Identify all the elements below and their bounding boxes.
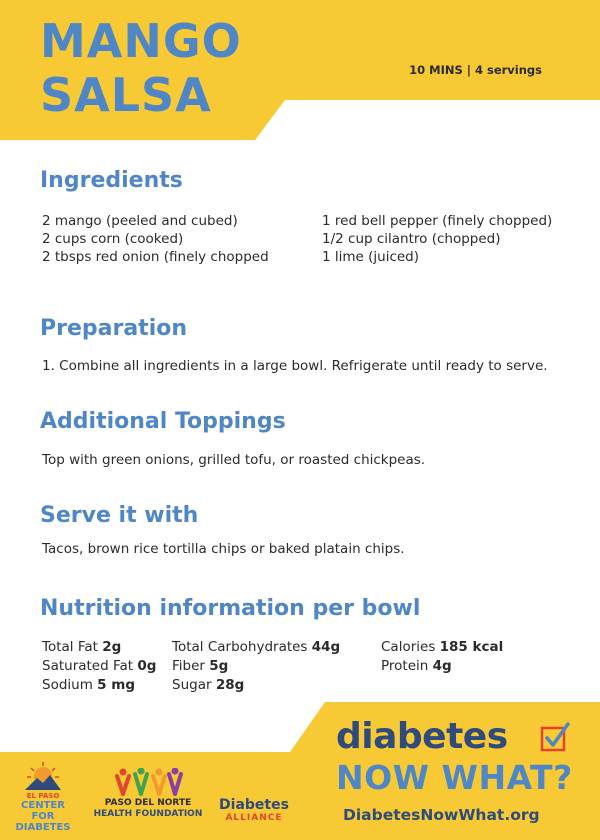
ingredient-item: 1/2 cup cilantro (chopped) [322,231,501,247]
nutrition-item: Protein 4g [381,658,452,674]
brand-word: diabetes [336,716,508,757]
paso-del-norte-logo [92,768,204,820]
nutrition-item: Fiber 5g [172,658,229,674]
logo2-line2: HEALTH FOUNDATION [93,809,203,819]
preparation-text: 1. Combine all ingredients in a large bowl. Refrigerate until ready to serve. [42,358,548,374]
people-figures-icon [109,768,187,798]
serve-heading: Serve it with [40,503,199,528]
diabetes-alliance-logo [208,798,300,824]
recipe-meta: 10 MINS | 4 servings [409,63,542,77]
ingredient-item: 2 mango (peeled and cubed) [42,213,238,229]
preparation-heading: Preparation [40,316,188,341]
ingredients-left-list [42,212,269,266]
ingredient-item: 1 red bell pepper (finely chopped) [322,213,553,229]
brand-url[interactable]: DiabetesNowWhat.org [343,806,540,824]
nutrition-item: Sodium 5 mg [42,677,135,693]
nutrition-column-3 [381,638,503,676]
nutrition-item: Calories 185 kcal [381,639,504,655]
brand-tagline: NOW WHAT? [336,758,573,797]
serve-text: Tacos, brown rice tortilla chips or baked platain chips. [42,541,405,557]
nutrition-item: Total Fat 2g [42,639,122,655]
recipe-title [40,14,242,122]
logo1-line2: CENTER FOR [21,800,65,822]
nutrition-item: Sugar 28g [172,677,245,693]
logo1-line3: DIABETES [15,822,71,833]
nutrition-column-2 [172,638,340,695]
title-line-1: MANGO [40,14,242,68]
ingredients-right-list [322,212,552,266]
nutrition-item: Saturated Fat 0g [42,658,157,674]
toppings-text: Top with green onions, grilled tofu, or roasted chickpeas. [42,452,426,468]
ingredient-item: 2 cups corn (cooked) [42,231,184,247]
logo3-line1: Diabetes [219,797,289,813]
center-for-diabetes-logo [8,760,78,833]
sun-mountain-icon [23,760,63,792]
nutrition-heading: Nutrition information per bowl [40,596,421,621]
checkbox-check-icon [540,722,570,752]
logo1-line1: EL PASO [26,792,60,800]
ingredient-item: 1 lime (juiced) [322,249,420,265]
logo2-line1: PASO DEL NORTE [104,798,192,808]
toppings-heading: Additional Toppings [40,409,286,434]
nutrition-column-1 [42,638,156,695]
ingredients-heading: Ingredients [40,168,183,193]
nutrition-item: Total Carbohydrates 44g [172,639,341,655]
logo3-line2: ALLIANCE [225,813,283,823]
title-line-2: SALSA [40,68,212,122]
ingredient-item: 2 tbsps red onion (finely chopped [42,249,269,265]
